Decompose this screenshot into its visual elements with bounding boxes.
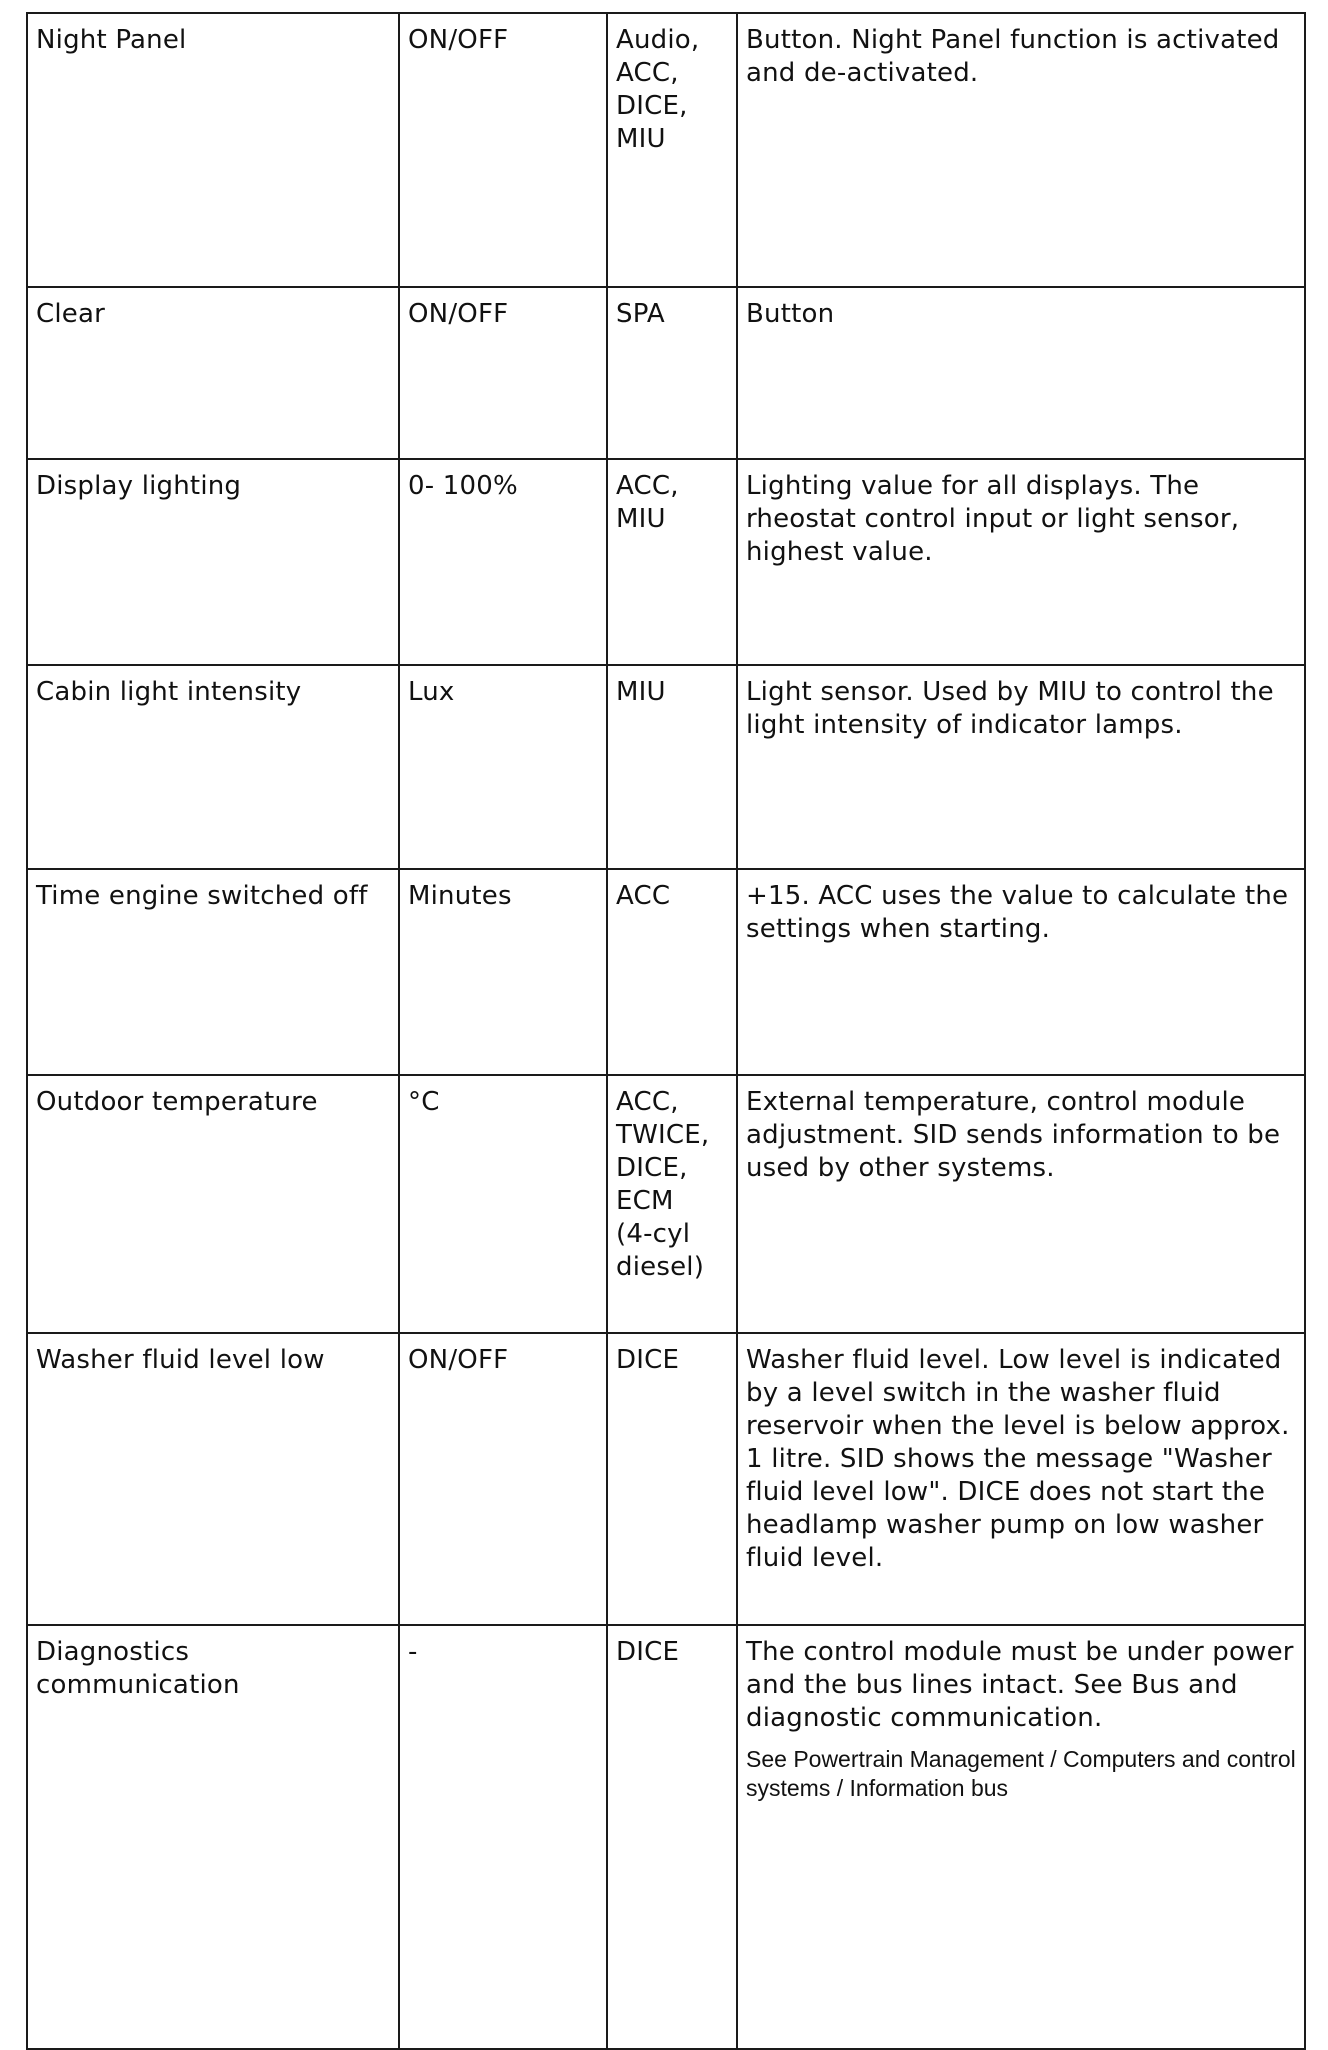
description-cell: Lighting value for all displays. The rheostat control input or light sensor, highest value. bbox=[737, 459, 1305, 665]
receivers-cell: ACC bbox=[607, 869, 737, 1075]
signal-cell: Display lighting bbox=[27, 459, 399, 665]
signal-cell: Cabin light intensity bbox=[27, 665, 399, 869]
receivers-cell: Audio, ACC, DICE, MIU bbox=[607, 13, 737, 287]
value-cell: ON/OFF bbox=[399, 1333, 607, 1625]
table-row bbox=[27, 459, 1305, 665]
receivers-cell: DICE bbox=[607, 1625, 737, 2049]
value-cell: - bbox=[399, 1625, 607, 2049]
receivers-cell: MIU bbox=[607, 665, 737, 869]
description-cell: +15. ACC uses the value to calculate the settings when starting. bbox=[737, 869, 1305, 1075]
value-cell: ON/OFF bbox=[399, 287, 607, 459]
table-row bbox=[27, 13, 1305, 287]
description-cell: Button. Night Panel function is activated and de-activated. bbox=[737, 13, 1305, 287]
description-cell bbox=[737, 1625, 1305, 2049]
receivers-cell: SPA bbox=[607, 287, 737, 459]
description-cell: External temperature, control module adjustment. SID sends information to be used by other systems. bbox=[737, 1075, 1305, 1333]
value-cell: 0- 100% bbox=[399, 459, 607, 665]
description-cell: Light sensor. Used by MIU to control the light intensity of indicator lamps. bbox=[737, 665, 1305, 869]
receivers-cell: DICE bbox=[607, 1333, 737, 1625]
value-cell: Lux bbox=[399, 665, 607, 869]
reference-note: See Powertrain Management / Computers and control systems / Information bus bbox=[746, 1746, 1296, 1801]
signal-cell: Clear bbox=[27, 287, 399, 459]
table-row bbox=[27, 869, 1305, 1075]
signal-cell: Diagnostics communication bbox=[27, 1625, 399, 2049]
table-row bbox=[27, 665, 1305, 869]
table-row bbox=[27, 287, 1305, 459]
signal-table bbox=[26, 12, 1306, 2050]
description-cell: Button bbox=[737, 287, 1305, 459]
table-row bbox=[27, 1625, 1305, 2049]
signal-cell: Night Panel bbox=[27, 13, 399, 287]
table-row bbox=[27, 1075, 1305, 1333]
document-page bbox=[26, 12, 1304, 2050]
value-cell: °C bbox=[399, 1075, 607, 1333]
receivers-cell: ACC, MIU bbox=[607, 459, 737, 665]
description-text: The control module must be under power and the bus lines intact. See Bus and diagnostic communication. bbox=[746, 1637, 1294, 1733]
signal-cell: Outdoor temperature bbox=[27, 1075, 399, 1333]
value-cell: Minutes bbox=[399, 869, 607, 1075]
receivers-cell: ACC, TWICE, DICE, ECM (4-cyl diesel) bbox=[607, 1075, 737, 1333]
table-row bbox=[27, 1333, 1305, 1625]
description-cell: Washer fluid level. Low level is indicated by a level switch in the washer fluid reservoir when the level is below approx. 1 litre. SID shows the message "Washer fluid level low". DICE does not start the headlamp washer pump on low washer fluid level. bbox=[737, 1333, 1305, 1625]
signal-cell: Time engine switched off bbox=[27, 869, 399, 1075]
signal-cell: Washer fluid level low bbox=[27, 1333, 399, 1625]
value-cell: ON/OFF bbox=[399, 13, 607, 287]
